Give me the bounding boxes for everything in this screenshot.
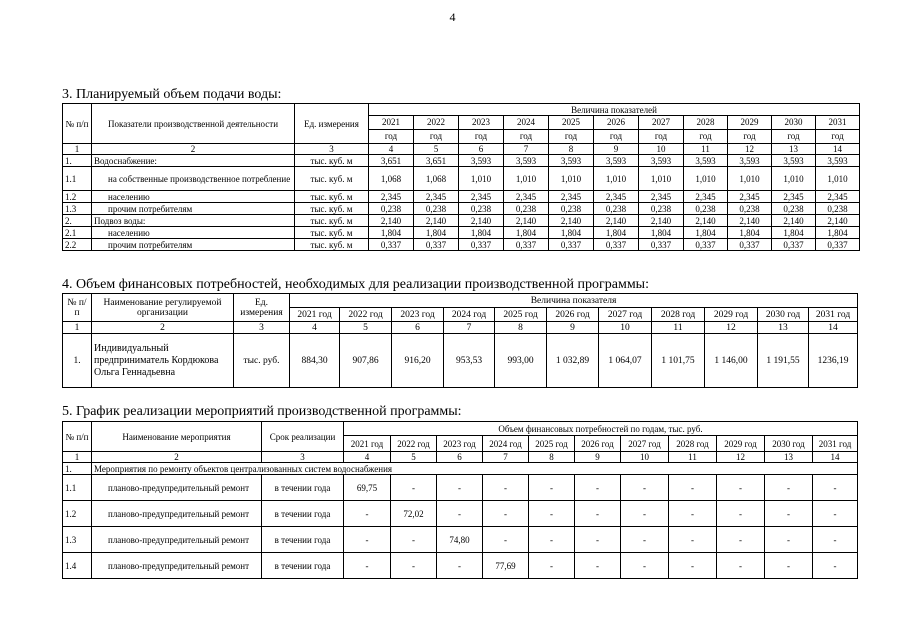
column-number: 3: [295, 144, 369, 155]
row-unit: тыс. куб. м: [295, 203, 369, 215]
column-number: 11: [684, 144, 728, 155]
column-number: 2: [92, 144, 295, 155]
value-cell: 3,593: [504, 155, 549, 167]
year-header: 2029: [728, 116, 772, 130]
year-header: 2027 год: [621, 436, 669, 452]
header-row: [63, 104, 860, 116]
value-cell: 3,593: [684, 155, 728, 167]
value-cell: -: [669, 475, 717, 501]
year-header: 2029 год: [705, 308, 758, 322]
column-number: 14: [816, 144, 860, 155]
measure-name: планово-предупредительный ремонт: [92, 475, 262, 501]
value-cell: -: [669, 553, 717, 579]
table-row: [63, 215, 860, 227]
year-header: год: [594, 130, 639, 144]
value-cell: -: [575, 501, 621, 527]
value-cell: 1236,19: [809, 334, 858, 388]
header-cell: Показатели производственной деятельности: [92, 104, 295, 144]
row-number: 1.3: [63, 527, 92, 553]
row-number: 1.2: [63, 501, 92, 527]
value-cell: 3,593: [459, 155, 504, 167]
value-cell: -: [529, 527, 575, 553]
value-cell: 1,804: [594, 227, 639, 239]
value-cell: 1,010: [549, 167, 594, 191]
value-cell: 69,75: [344, 475, 391, 501]
value-cell: 0,238: [639, 203, 684, 215]
value-cell: 2,140: [504, 215, 549, 227]
value-cell: 1,068: [369, 167, 414, 191]
value-cell: 0,238: [816, 203, 860, 215]
column-number: 4: [290, 322, 340, 334]
value-cell: 3,593: [594, 155, 639, 167]
column-number: 11: [669, 452, 717, 463]
value-cell: 1,010: [459, 167, 504, 191]
year-header: 2021 год: [290, 308, 340, 322]
column-number: 7: [504, 144, 549, 155]
group-name: Мероприятия по ремонту объектов централизованных систем водоснабжения: [92, 463, 858, 475]
value-cell: 1,804: [816, 227, 860, 239]
year-header: 2026 год: [575, 436, 621, 452]
column-number: 12: [705, 322, 758, 334]
column-number: 6: [392, 322, 444, 334]
value-cell: 953,53: [444, 334, 495, 388]
value-cell: 0,238: [772, 203, 816, 215]
header-row: [63, 294, 858, 308]
row-unit: тыс. куб. м: [295, 167, 369, 191]
value-cell: 884,30: [290, 334, 340, 388]
value-cell: 1,804: [728, 227, 772, 239]
row-name: прочим потребителям: [92, 203, 295, 215]
row-unit: тыс. куб. м: [295, 191, 369, 203]
value-cell: 1,804: [459, 227, 504, 239]
table-row: [63, 203, 860, 215]
value-cell: 2,345: [504, 191, 549, 203]
value-cell: -: [529, 501, 575, 527]
row-name: населению: [92, 191, 295, 203]
table-row: [63, 239, 860, 251]
term-cell: в течении года: [262, 475, 344, 501]
measure-name: планово-предупредительный ремонт: [92, 527, 262, 553]
value-cell: 3,651: [369, 155, 414, 167]
column-number: 10: [639, 144, 684, 155]
header-cell: № п/п: [63, 104, 92, 144]
value-cell: 0,238: [459, 203, 504, 215]
row-unit: тыс. руб.: [234, 334, 290, 388]
value-cell: 2,345: [772, 191, 816, 203]
table-row: [63, 155, 860, 167]
column-number: 3: [234, 322, 290, 334]
value-cell: 0,337: [816, 239, 860, 251]
value-cell: 2,140: [772, 215, 816, 227]
value-cell: -: [765, 475, 813, 501]
year-header: 2022: [414, 116, 459, 130]
header-cell: Ед. измерения: [234, 294, 290, 322]
value-cell: 3,593: [772, 155, 816, 167]
year-header: 2023: [459, 116, 504, 130]
value-cell: -: [669, 501, 717, 527]
value-cell: 2,140: [816, 215, 860, 227]
year-header: год: [459, 130, 504, 144]
header-cell: № п/п: [63, 294, 92, 322]
row-number: 1.: [63, 463, 92, 475]
year-header: 2026 год: [547, 308, 599, 322]
year-header: 2028 год: [652, 308, 705, 322]
value-cell: 1 064,07: [599, 334, 652, 388]
year-header: 2030 год: [765, 436, 813, 452]
term-cell: в течении года: [262, 553, 344, 579]
year-header: 2024 год: [483, 436, 529, 452]
column-number: 7: [483, 452, 529, 463]
value-cell: 1,804: [369, 227, 414, 239]
column-number: 10: [621, 452, 669, 463]
header-cell: Наименование мероприятия: [92, 422, 262, 452]
value-cell: 907,86: [340, 334, 392, 388]
value-cell: 72,02: [391, 501, 437, 527]
header-cell: Срок реализации: [262, 422, 344, 452]
value-cell: 1,010: [504, 167, 549, 191]
value-cell: 2,140: [459, 215, 504, 227]
value-cell: 2,140: [414, 215, 459, 227]
value-cell: 2,345: [684, 191, 728, 203]
value-cell: 1,010: [816, 167, 860, 191]
value-cell: 0,238: [369, 203, 414, 215]
measure-name: планово-предупредительный ремонт: [92, 553, 262, 579]
year-header: 2022 год: [391, 436, 437, 452]
value-cell: 0,337: [772, 239, 816, 251]
column-number: 6: [459, 144, 504, 155]
value-cell: 1,804: [684, 227, 728, 239]
column-number: 10: [599, 322, 652, 334]
year-header: год: [684, 130, 728, 144]
row-name: населению: [92, 227, 295, 239]
row-unit: тыс. куб. м: [295, 215, 369, 227]
year-header: год: [549, 130, 594, 144]
column-number: 9: [547, 322, 599, 334]
column-number-row: [63, 144, 860, 155]
measure-name: планово-предупредительный ремонт: [92, 501, 262, 527]
value-cell: 1 146,00: [705, 334, 758, 388]
term-cell: в течении года: [262, 501, 344, 527]
value-cell: 1,010: [639, 167, 684, 191]
row-name: прочим потребителям: [92, 239, 295, 251]
header-cell: Наименование регулируемой организации: [92, 294, 234, 322]
year-header: 2031: [816, 116, 860, 130]
row-number: 1.2: [63, 191, 92, 203]
value-cell: 1 032,89: [547, 334, 599, 388]
value-cell: 0,337: [728, 239, 772, 251]
column-number-row: [63, 452, 858, 463]
page-number: 4: [449, 10, 456, 24]
value-cell: 0,238: [549, 203, 594, 215]
year-header: 2021 год: [344, 436, 391, 452]
column-number: 11: [652, 322, 705, 334]
financial-needs-table: [62, 293, 858, 388]
value-cell: 2,345: [728, 191, 772, 203]
year-header: 2025: [549, 116, 594, 130]
value-cell: -: [391, 527, 437, 553]
table-row: [63, 227, 860, 239]
column-number: 4: [369, 144, 414, 155]
value-cell: 2,140: [594, 215, 639, 227]
row-number: 2.2: [63, 239, 92, 251]
column-number: 6: [437, 452, 483, 463]
value-cell: -: [813, 553, 858, 579]
column-number: 9: [594, 144, 639, 155]
value-cell: 2,345: [594, 191, 639, 203]
value-cell: 0,337: [639, 239, 684, 251]
year-header: год: [504, 130, 549, 144]
column-number: 5: [391, 452, 437, 463]
value-cell: -: [344, 501, 391, 527]
row-number: 1.: [63, 334, 92, 388]
value-cell: 0,238: [594, 203, 639, 215]
column-number: 1: [63, 322, 92, 334]
value-cell: -: [813, 527, 858, 553]
year-header: 2028: [684, 116, 728, 130]
value-cell: 0,337: [369, 239, 414, 251]
value-cell: 0,337: [684, 239, 728, 251]
column-number: 14: [813, 452, 858, 463]
value-cell: 993,00: [495, 334, 547, 388]
value-cell: 2,140: [684, 215, 728, 227]
value-cell: -: [344, 553, 391, 579]
value-cell: 0,238: [728, 203, 772, 215]
value-cell: -: [529, 475, 575, 501]
column-number: 2: [92, 322, 234, 334]
value-cell: -: [765, 553, 813, 579]
value-cell: -: [575, 475, 621, 501]
year-header: 2029 год: [717, 436, 765, 452]
value-cell: 74,80: [437, 527, 483, 553]
section3-title: 3. Планируемый объем подачи воды:: [62, 87, 282, 102]
column-number: 8: [495, 322, 547, 334]
row-number: 2.1: [63, 227, 92, 239]
row-number: 1.: [63, 155, 92, 167]
year-header: 2030 год: [758, 308, 809, 322]
value-cell: 1,804: [772, 227, 816, 239]
table-row: [63, 334, 858, 388]
value-cell: 1 191,55: [758, 334, 809, 388]
row-name: Подвоз воды:: [92, 215, 295, 227]
value-cell: 3,651: [414, 155, 459, 167]
column-number-row: [63, 322, 858, 334]
schedule-table: [62, 421, 858, 579]
column-number: 12: [728, 144, 772, 155]
row-unit: тыс. куб. м: [295, 155, 369, 167]
year-header: 2027: [639, 116, 684, 130]
value-cell: 2,345: [549, 191, 594, 203]
year-header: год: [772, 130, 816, 144]
value-cell: 0,337: [549, 239, 594, 251]
value-cell: 0,337: [459, 239, 504, 251]
year-header: 2023 год: [437, 436, 483, 452]
row-number: 1.1: [63, 167, 92, 191]
value-cell: -: [391, 553, 437, 579]
table-row: [63, 553, 858, 579]
table-row: [63, 475, 858, 501]
value-cell: 1,804: [504, 227, 549, 239]
organization-name: Индивидуальный предприниматель Кордюкова Ольга Геннадьевна: [92, 334, 234, 388]
column-number: 9: [575, 452, 621, 463]
value-cell: -: [391, 475, 437, 501]
value-cell: -: [717, 527, 765, 553]
value-cell: 0,238: [684, 203, 728, 215]
value-cell: 1,068: [414, 167, 459, 191]
value-cell: 3,593: [639, 155, 684, 167]
header-cell: Величина показателя: [290, 294, 858, 308]
water-supply-table: [62, 103, 860, 251]
value-cell: 916,20: [392, 334, 444, 388]
year-header: 2030: [772, 116, 816, 130]
row-number: 1.1: [63, 475, 92, 501]
year-header: 2028 год: [669, 436, 717, 452]
header-cell: Ед. измерения: [295, 104, 369, 144]
year-header: год: [639, 130, 684, 144]
value-cell: -: [437, 475, 483, 501]
year-header: год: [369, 130, 414, 144]
column-number: 14: [809, 322, 858, 334]
value-cell: 1 101,75: [652, 334, 705, 388]
header-cell: Объем финансовых потребностей по годам, тыс. руб.: [344, 422, 858, 436]
value-cell: 1,010: [684, 167, 728, 191]
column-number: 5: [340, 322, 392, 334]
value-cell: 1,804: [414, 227, 459, 239]
value-cell: 2,345: [369, 191, 414, 203]
year-header: 2024 год: [444, 308, 495, 322]
value-cell: 0,337: [414, 239, 459, 251]
value-cell: -: [483, 501, 529, 527]
value-cell: -: [437, 553, 483, 579]
header-cell: Величина показателей: [369, 104, 860, 116]
value-cell: 1,804: [549, 227, 594, 239]
value-cell: -: [813, 501, 858, 527]
column-number: 5: [414, 144, 459, 155]
value-cell: -: [717, 501, 765, 527]
year-header: 2024: [504, 116, 549, 130]
value-cell: -: [344, 527, 391, 553]
row-number: 1.3: [63, 203, 92, 215]
column-number: 1: [63, 144, 92, 155]
column-number: 8: [529, 452, 575, 463]
table-row: [63, 191, 860, 203]
value-cell: 0,238: [414, 203, 459, 215]
section4-title: 4. Объем финансовых потребностей, необходимых для реализации производственной программы:: [62, 277, 649, 292]
section5-title: 5. График реализации мероприятий производственной программы:: [62, 404, 462, 419]
table-row: [63, 501, 858, 527]
value-cell: 0,337: [504, 239, 549, 251]
year-header: год: [816, 130, 860, 144]
column-number: 13: [758, 322, 809, 334]
group-row: [63, 463, 858, 475]
value-cell: 1,010: [772, 167, 816, 191]
value-cell: 3,593: [728, 155, 772, 167]
column-number: 7: [444, 322, 495, 334]
value-cell: 0,238: [504, 203, 549, 215]
value-cell: 3,593: [549, 155, 594, 167]
value-cell: 2,345: [459, 191, 504, 203]
value-cell: -: [437, 501, 483, 527]
value-cell: -: [621, 475, 669, 501]
value-cell: -: [483, 475, 529, 501]
value-cell: 77,69: [483, 553, 529, 579]
table-row: [63, 167, 860, 191]
value-cell: -: [813, 475, 858, 501]
value-cell: -: [669, 527, 717, 553]
year-header: 2027 год: [599, 308, 652, 322]
value-cell: -: [621, 501, 669, 527]
row-name: на собственные производственное потребление: [92, 167, 295, 191]
row-number: 1.4: [63, 553, 92, 579]
column-number: 3: [262, 452, 344, 463]
year-header: 2025 год: [529, 436, 575, 452]
row-unit: тыс. куб. м: [295, 239, 369, 251]
header-row: [63, 422, 858, 436]
header-cell: № п/п: [63, 422, 92, 452]
value-cell: -: [529, 553, 575, 579]
term-cell: в течении года: [262, 527, 344, 553]
year-header: 2026: [594, 116, 639, 130]
value-cell: -: [717, 553, 765, 579]
value-cell: -: [765, 527, 813, 553]
value-cell: -: [483, 527, 529, 553]
value-cell: 1,010: [594, 167, 639, 191]
column-number: 12: [717, 452, 765, 463]
year-header: 2031 год: [813, 436, 858, 452]
year-header: 2025 год: [495, 308, 547, 322]
year-header: год: [414, 130, 459, 144]
value-cell: 0,337: [594, 239, 639, 251]
value-cell: -: [621, 527, 669, 553]
year-header: 2031 год: [809, 308, 858, 322]
value-cell: 2,140: [639, 215, 684, 227]
year-header: 2022 год: [340, 308, 392, 322]
column-number: 2: [92, 452, 262, 463]
value-cell: 3,593: [816, 155, 860, 167]
column-number: 1: [63, 452, 92, 463]
value-cell: -: [621, 553, 669, 579]
year-header: 2021: [369, 116, 414, 130]
value-cell: 2,140: [549, 215, 594, 227]
value-cell: 2,140: [369, 215, 414, 227]
value-cell: -: [575, 553, 621, 579]
column-number: 13: [765, 452, 813, 463]
row-number: 2.: [63, 215, 92, 227]
value-cell: 1,010: [728, 167, 772, 191]
column-number: 13: [772, 144, 816, 155]
table-row: [63, 527, 858, 553]
value-cell: 2,345: [414, 191, 459, 203]
year-header: год: [728, 130, 772, 144]
value-cell: 2,345: [639, 191, 684, 203]
row-unit: тыс. куб. м: [295, 227, 369, 239]
value-cell: -: [575, 527, 621, 553]
column-number: 8: [549, 144, 594, 155]
row-name: Водоснабжение:: [92, 155, 295, 167]
column-number: 4: [344, 452, 391, 463]
value-cell: 2,345: [816, 191, 860, 203]
value-cell: -: [717, 475, 765, 501]
value-cell: -: [765, 501, 813, 527]
value-cell: 2,140: [728, 215, 772, 227]
year-header: 2023 год: [392, 308, 444, 322]
value-cell: 1,804: [639, 227, 684, 239]
